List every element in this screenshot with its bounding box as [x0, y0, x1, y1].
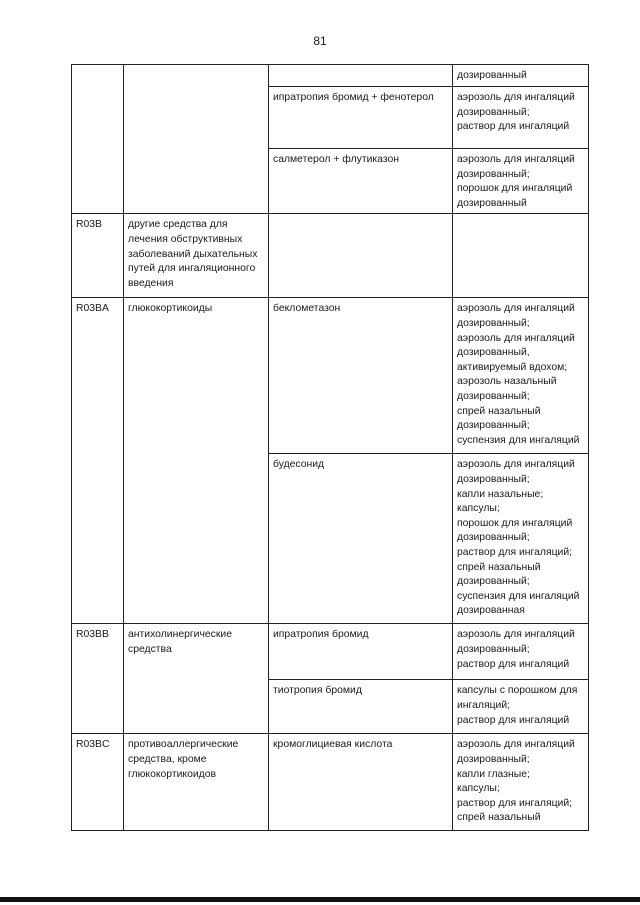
- table-row: [72, 734, 589, 831]
- substance-cell: [269, 65, 453, 87]
- dosage-forms-cell: аэрозоль для ингаляций дозированный; раствор для ингаляций: [453, 624, 589, 680]
- scan-edge-rule: [0, 897, 640, 902]
- substance-cell: [269, 214, 453, 298]
- page-number: 81: [313, 34, 327, 48]
- drug-table: [71, 64, 589, 831]
- dosage-forms-cell: капсулы с порошком для ингаляций; раствор для ингаляций: [453, 680, 589, 734]
- dosage-forms-cell: аэрозоль для ингаляций дозированный; порошок для ингаляций дозированный: [453, 149, 589, 214]
- table-row: [72, 298, 589, 454]
- group-cell: противоаллергические средства, кроме глюкокортикоидов: [124, 734, 269, 831]
- dosage-forms-cell: аэрозоль для ингаляций дозированный; капли назальные; капсулы; порошок для ингаляций дозированный; раствор для ингаляций; спрей назальный дозированный; суспензия для ингаляций дозированная: [453, 454, 589, 624]
- group-cell: глюкокортикоиды: [124, 298, 269, 624]
- dosage-forms-cell: аэрозоль для ингаляций дозированный; аэрозоль для ингаляций дозированный, активируемый вдохом; аэрозоль назальный дозированный; спрей назальный дозированный; суспензия для ингаляций: [453, 298, 589, 454]
- dosage-forms-cell: дозированный: [453, 65, 589, 87]
- substance-cell: ипратропия бромид + фенотерол: [269, 87, 453, 149]
- table-row: [72, 65, 589, 87]
- dosage-forms-cell: аэрозоль для ингаляций дозированный; раствор для ингаляций: [453, 87, 589, 149]
- atc-code-cell: R03BA: [72, 298, 124, 624]
- atc-code-cell: [72, 65, 124, 214]
- group-cell: антихолинергические средства: [124, 624, 269, 734]
- table-row: [72, 214, 589, 298]
- dosage-forms-cell: аэрозоль для ингаляций дозированный; капли глазные; капсулы; раствор для ингаляций; спрей назальный: [453, 734, 589, 831]
- substance-cell: беклометазон: [269, 298, 453, 454]
- group-cell: [124, 65, 269, 214]
- dosage-forms-cell: [453, 214, 589, 298]
- table-row: [72, 624, 589, 680]
- atc-code-cell: R03B: [72, 214, 124, 298]
- group-cell: другие средства для лечения обструктивных заболеваний дыхательных путей для ингаляционного введения: [124, 214, 269, 298]
- substance-cell: будесонид: [269, 454, 453, 624]
- substance-cell: салметерол + флутиказон: [269, 149, 453, 214]
- substance-cell: ипратропия бромид: [269, 624, 453, 680]
- substance-cell: кромоглициевая кислота: [269, 734, 453, 831]
- atc-code-cell: R03BB: [72, 624, 124, 734]
- atc-code-cell: R03BC: [72, 734, 124, 831]
- substance-cell: тиотропия бромид: [269, 680, 453, 734]
